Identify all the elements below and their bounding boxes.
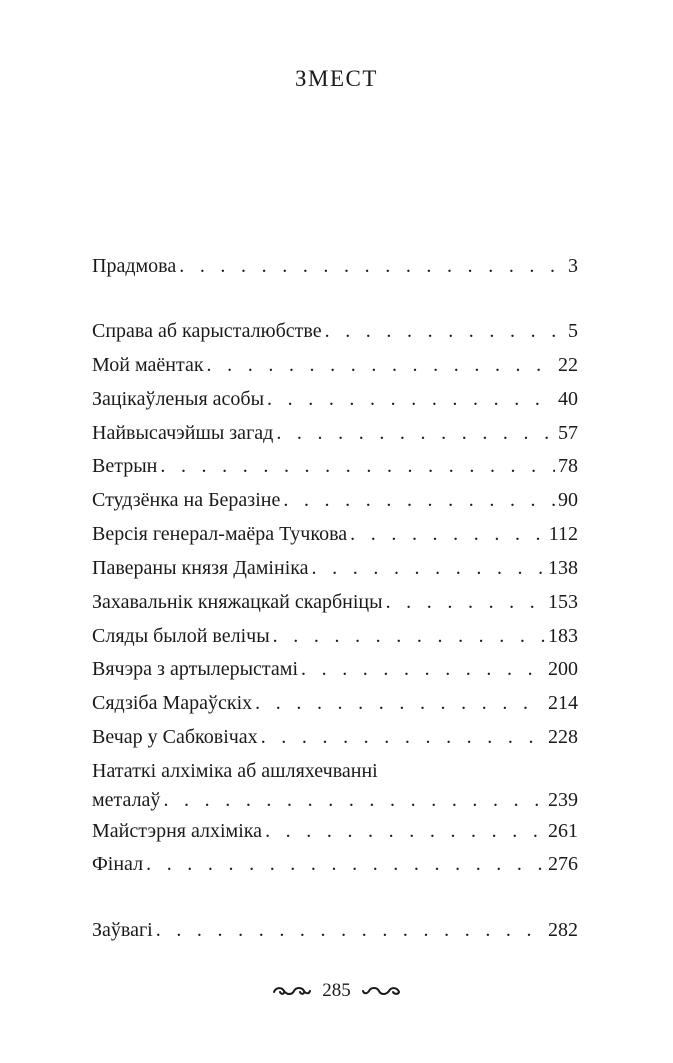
toc-entry-title: Ветрын xyxy=(92,455,158,477)
ornament-left-icon xyxy=(272,984,312,998)
toc-entry-page: 261 xyxy=(548,820,578,842)
toc-entry-page: 239 xyxy=(548,789,578,811)
toc-entry-title: Фінал xyxy=(92,853,144,875)
toc-entry-page: 200 xyxy=(548,658,578,680)
toc-entry-page: 153 xyxy=(548,591,578,613)
toc-entry-page: 5 xyxy=(568,320,578,342)
toc-entry-title: Прадмова xyxy=(92,255,177,277)
toc-entry-title: Захавальнік княжацкай скарбніцы xyxy=(92,591,383,613)
toc-entry[interactable] xyxy=(92,689,578,717)
toc-entry[interactable] xyxy=(92,419,578,447)
toc-entry-title: Вячэра з артылерыстамі xyxy=(92,658,298,680)
toc-entry-notes[interactable] xyxy=(92,916,578,944)
toc-entry-page: 228 xyxy=(548,726,578,748)
toc-entry-title: Мой маёнтак xyxy=(92,354,204,376)
toc-entry-title-line1[interactable]: Нататкі алхіміка аб ашляхечванні xyxy=(92,760,378,782)
toc-entry-title: Сляды былой велічы xyxy=(92,625,270,647)
toc-entry[interactable] xyxy=(92,655,578,683)
toc-entry-page: 78 xyxy=(558,455,578,477)
dot-leader xyxy=(163,786,545,814)
dot-leader xyxy=(207,351,555,379)
toc-entry[interactable] xyxy=(92,452,578,480)
toc-entry-title: Павераны князя Дамініка xyxy=(92,557,309,579)
dot-leader xyxy=(156,916,545,944)
toc-entry-title: Вечар у Сабковічах xyxy=(92,726,258,748)
toc-entry-page: 90 xyxy=(558,489,578,511)
toc-entry-title: Зацікаўленыя асобы xyxy=(92,388,265,410)
toc-entry-page: 282 xyxy=(548,919,578,941)
page-number: 285 xyxy=(322,980,351,1001)
toc-entry-title: Версія генерал-маёра Тучкова xyxy=(92,523,348,545)
toc-entry[interactable] xyxy=(92,317,578,345)
toc-entry-title: Справа аб карысталюбстве xyxy=(92,320,322,342)
dot-leader xyxy=(325,317,565,345)
toc-entry-page: 57 xyxy=(558,422,578,444)
dot-leader xyxy=(267,385,555,413)
toc-entry[interactable] xyxy=(92,850,578,878)
ornament-right-icon xyxy=(361,984,401,998)
toc-entry-page: 183 xyxy=(548,625,578,647)
dot-leader xyxy=(160,452,555,480)
dot-leader xyxy=(255,689,545,717)
toc-entry-title: Заўвагі xyxy=(92,919,153,941)
page-folio xyxy=(0,980,673,1002)
toc-entry-page: 22 xyxy=(558,354,578,376)
toc-entry-page: 138 xyxy=(548,557,578,579)
toc-entry-title: Сядзіба Мараўскіх xyxy=(92,692,253,714)
dot-leader xyxy=(283,486,555,514)
toc-entry[interactable] xyxy=(92,385,578,413)
toc-entry[interactable] xyxy=(92,786,578,814)
toc-entry[interactable] xyxy=(92,554,578,582)
toc-entry-title: Студзёнка на Беразіне xyxy=(92,489,281,511)
toc-entry-page: 40 xyxy=(558,388,578,410)
toc-entry[interactable] xyxy=(92,817,578,845)
page-title: ЗМЕСТ xyxy=(295,66,378,91)
dot-leader xyxy=(265,817,545,845)
toc-entry-title: Майстэрня алхіміка xyxy=(92,820,263,842)
toc-entry-page: 214 xyxy=(548,692,578,714)
toc-entry-page: 112 xyxy=(548,523,578,545)
toc-entry-page: 276 xyxy=(548,853,578,875)
toc-entry[interactable] xyxy=(92,520,578,548)
dot-leader xyxy=(301,655,545,683)
dot-leader xyxy=(261,723,545,751)
dot-leader xyxy=(146,850,545,878)
toc-entry-title: Найвысачэйшы загад xyxy=(92,422,274,444)
toc-entry-page: 3 xyxy=(568,255,578,277)
toc-entry[interactable] xyxy=(92,588,578,616)
toc-entry-preface[interactable] xyxy=(92,252,578,280)
dot-leader xyxy=(276,419,555,447)
toc-entry[interactable] xyxy=(92,486,578,514)
dot-leader xyxy=(350,520,546,548)
toc-entry-title-line2: металаў xyxy=(92,789,161,811)
toc-entry[interactable] xyxy=(92,723,578,751)
dot-leader xyxy=(312,554,545,582)
dot-leader xyxy=(179,252,565,280)
toc-entry[interactable] xyxy=(92,351,578,379)
toc-entry[interactable] xyxy=(92,622,578,650)
dot-leader xyxy=(273,622,545,650)
dot-leader xyxy=(386,588,545,616)
